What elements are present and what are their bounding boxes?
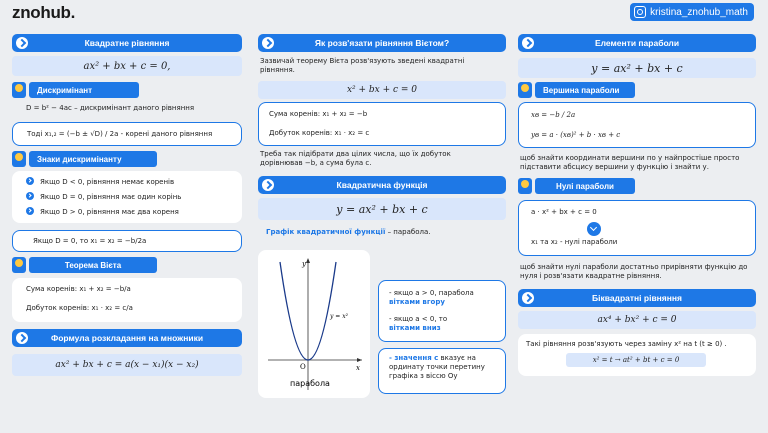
discriminant-text: D = b² − 4ac – дискримінант даного рівняння: [26, 104, 195, 112]
vieta-note: Треба так підібрати два цілих числа, що їх добуток дорівнював −b, а сума була c.: [260, 150, 451, 167]
quadratic-function-formula: y = ax² + bx + c: [258, 198, 506, 220]
parabola-formula: y = ax² + bx + c: [518, 58, 756, 78]
vieta-reduced-box: [258, 102, 506, 146]
arrow-icon: [522, 292, 534, 304]
arrow-icon: [522, 37, 534, 49]
a-positive-text: - якщо a > 0, парабола: [389, 289, 474, 297]
vieta-sum: Сума коренів: x₁ + x₂ = −b/a: [26, 285, 131, 293]
c-value-box: - значення c вказує на ординату точки перетину графіка з віссю Oy: [378, 348, 506, 394]
parabola-graph: [258, 250, 370, 398]
parabola-graph-card: [258, 250, 370, 398]
reduced-sum: Сума коренів: x₁ + x₂ = −b: [269, 110, 368, 118]
arrow-icon: [16, 37, 28, 49]
quadratic-function-header: Квадратична функція: [258, 176, 506, 194]
origin-label: O: [300, 363, 306, 371]
vieta-box: [12, 278, 242, 322]
quadratic-equation-header: Квадратне рівняння: [12, 34, 242, 52]
a-negative-bold: вітками вниз: [389, 324, 441, 332]
vertex-y: yв = a · (xв)² + b · xв + c: [531, 131, 621, 139]
factorization-formula: ax² + bx + c = a(x − x₁)(x − x₂): [12, 354, 242, 376]
function-label: y = x²: [330, 313, 349, 320]
y-axis-arrow: [306, 258, 310, 263]
arrow-icon: [26, 177, 34, 185]
brand-logo: znohub.: [12, 3, 76, 22]
discriminant-signs-title: Знаки дискримінанту: [12, 151, 157, 167]
instagram-handle: kristina_znohub_math: [650, 6, 748, 18]
zeros-note: щоб знайти нулі параболи достатньо прирівняти функцію до нуля і розв'язати квадратне рівняння.: [520, 263, 748, 280]
biquadratic-formula: ax⁴ + bx² + c = 0: [518, 311, 756, 329]
lightbulb-icon: [12, 257, 26, 273]
a-sign-box: [378, 280, 506, 342]
lightbulb-icon: [518, 82, 532, 98]
list-item: Якщо D = 0, рівняння має один корінь: [26, 192, 242, 207]
roots-formula-box: Тоді x₁,₂ = (−b ± √D) / 2a - корені даного рівняння: [12, 122, 242, 146]
x-axis-label: x: [356, 364, 360, 372]
vertex-note: щоб знайти координати вершини по у найпростіше просто підставити абсцису вершини у функцію і знайти у.: [520, 154, 740, 171]
discriminant-title: Дискримінант: [12, 82, 139, 98]
quadratic-formula: ax² + bx + c = 0,: [12, 56, 242, 76]
arrow-icon: [262, 179, 274, 191]
arrow-icon: [262, 37, 274, 49]
factorization-header: Формула розкладання на множники: [12, 329, 242, 347]
biquadratic-box: [518, 334, 756, 376]
vertex-title: Вершина параболи: [518, 82, 635, 98]
arrow-icon: [26, 192, 34, 200]
zeros-box: [518, 200, 756, 256]
chevron-down-icon: [587, 222, 601, 236]
list-item: Якщо D < 0, рівняння немає коренів: [26, 177, 242, 192]
lightbulb-icon: [12, 82, 26, 98]
vieta-title: Теорема Вієта: [12, 257, 157, 273]
x-axis-arrow: [357, 358, 362, 362]
a-negative-text: - якщо a < 0, то: [389, 315, 448, 323]
graph-note: Графік квадратичної функції – парабола.: [266, 228, 431, 236]
graph-caption: парабола: [290, 379, 330, 388]
vieta-product: Добуток коренів: x₁ · x₂ = c/a: [26, 304, 133, 312]
vieta-intro: Зазвичай теорему Вієта розв'язують зведені квадратні рівняння.: [260, 57, 465, 74]
biquadratic-text: Такі рівняння розв'язують через заміну x² на t (t ≥ 0) .: [526, 340, 727, 348]
zeros-equation: a · x² + bx + c = 0: [531, 208, 597, 216]
parabola-elements-header: Елементи параболи: [518, 34, 756, 52]
biquadratic-substitution: x² = t → at² + bt + c = 0: [566, 353, 706, 367]
a-positive-bold: вітками вгору: [389, 298, 445, 306]
instagram-badge[interactable]: [630, 3, 754, 21]
d-zero-box: Якщо D = 0, то x₁ = x₂ = −b/2a: [12, 230, 242, 252]
vieta-method-header: Як розв'язати рівняння Вієтом?: [258, 34, 506, 52]
lightbulb-icon: [12, 151, 26, 167]
arrow-icon: [16, 332, 28, 344]
instagram-icon: [634, 6, 646, 18]
reduced-equation-formula: x² + bx + c = 0: [258, 81, 506, 99]
list-item: Якщо D > 0, рівняння має два кореня: [26, 207, 242, 222]
vertex-box: [518, 102, 756, 148]
zeros-result: x₁ та x₂ - нулі параболи: [531, 238, 618, 246]
arrow-icon: [26, 207, 34, 215]
vertex-x: xв = −b / 2a: [531, 111, 576, 119]
biquadratic-header: Біквадратні рівняння: [518, 289, 756, 307]
zeros-title: Нулі параболи: [518, 178, 635, 194]
reduced-product: Добуток коренів: x₁ · x₂ = c: [269, 129, 370, 137]
y-axis-label: y: [302, 260, 306, 268]
discriminant-signs-list: [12, 171, 242, 223]
lightbulb-icon: [518, 178, 532, 194]
